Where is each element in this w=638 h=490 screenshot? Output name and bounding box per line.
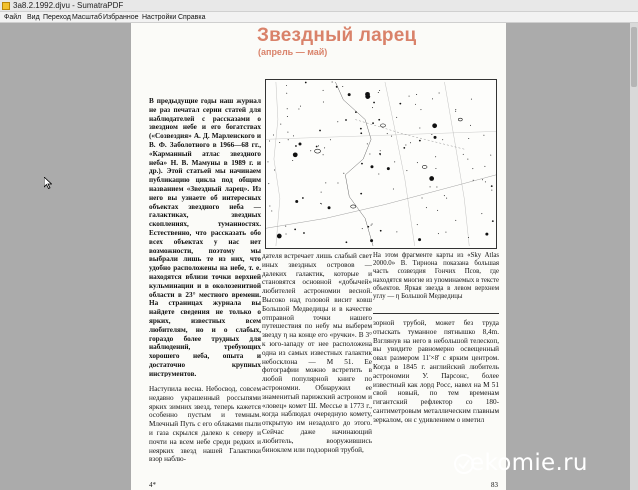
star-dot [287,116,288,117]
star-dot [299,142,302,145]
star-dot [269,206,270,207]
star-dot [467,159,468,160]
star-dot [426,207,427,208]
star-dot [269,140,270,141]
body-text-col1: Наступила весна. Небосвод, совсем недавно украшенный россыпями ярких зимних звезд, теперь кажется особенно пустым и темным. Млечный Путь с его облаками пыли и газа скрылся далеко к северу и почти на всем небе среди редких и неярких звезд нашей Галактики взор наблю- [149,385,261,464]
star-chart-graphic [266,80,496,248]
star-dot [405,145,406,146]
star-dot [321,192,322,193]
star-dot [320,203,321,204]
star-dot [277,234,282,239]
star-dot [303,232,305,234]
star-dot [294,229,296,231]
star-dot [318,145,319,146]
star-dot [371,225,372,226]
star-dot [288,139,289,140]
star-dot [396,231,397,232]
star-dot [463,154,464,155]
star-dot [393,189,394,190]
star-dot [434,136,437,139]
star-dot [345,119,347,121]
star-dot [348,93,351,96]
page-number-right: 83 [491,481,498,489]
star-dot [323,102,324,103]
star-dot [355,111,357,113]
star-dot [491,190,492,191]
star-dot [470,125,471,126]
star-dot [280,124,281,125]
star-dot [287,132,288,133]
star-dot [336,86,338,88]
map-caption: На этом фрагменте карты из «Sky Atlas 2000.0» В. Тирнона показана большая часть созвездия Гончих Псов, где находятся многие из упоминаемых в тексте объектов. Яркая звезда в левом верхнем углу — η Большой Медведицы [373,252,499,314]
menu-file[interactable]: Файл [4,14,22,21]
star-dot [379,90,380,91]
star-dot [380,150,381,151]
star-dot [316,146,318,148]
star-dot [273,135,274,136]
star-dot [292,160,293,161]
star-dot [323,154,324,155]
star-dot [337,121,338,122]
star-dot [430,186,431,187]
body-text-col3: зорной трубой, может без труда отыскать туманное пятнышко 8,4m. Взглянув на него в небольшой телескоп, вы увидите равномерно освещенный овал размером 11'×8' с ярким центром. Когда в 1845 г. английский любитель астрономии У. Парсонс, более известный как лорд Росс, навел на М 51 свой новый, по тем временам гигантский рефлектор со 180-сантиметровым металлическим главным зеркалом, он с удивлением о иметил [373,319,499,424]
star-dot [439,92,440,93]
star-dot [274,170,275,171]
star-dot [360,132,362,134]
star-dot [267,161,268,162]
star-dot [403,147,405,149]
star-dot [378,119,380,121]
star-dot [435,168,436,169]
star-dot [436,187,437,188]
star-dot [362,228,363,229]
star-dot [360,193,362,195]
star-dot [365,92,370,97]
star-dot [380,154,381,155]
star-dot [370,239,373,242]
star-dot [378,92,379,93]
star-dot [387,167,390,170]
star-dot [435,156,436,157]
star-dot [399,103,401,105]
menu-bar [0,12,638,23]
star-dot [361,163,363,165]
star-dot [482,179,483,180]
star-dot [286,85,287,86]
star-dot [286,233,287,234]
star-dot [455,220,456,221]
star-dot [302,197,304,199]
star-dot [337,182,338,183]
star-dot [491,185,493,187]
intro-paragraph: В предыдущие годы наш журнал не раз печатал серии статей для наблюдателей с рассказами о звездном небе и его богатствах («Созвездия» А. Д. Марленского и В. Ф. Заболотного в 1966—68 гг., «Карманный атлас звездного неба» Н. В. Мамуны в 1989 г. и др.). Этой статьей мы начинаем публикацию цикла под общим названием «Звездный ларец». Из него вы узнаете об интересных объектах звездного неба — галактиках, звездных скоплениях, туманностях. Естественно, что рассказать обо всех объектах у нас нет возможности, поэтому мы выбрали лишь те из них, что удобно расположены на небе, т. е. находятся вблизи точки верхней кульминации и в околозенитной области в 23° местного времени. На страницах журнала вы найдете сведения не только о ярких, известных всем любителям, но и о слабых, гораздо более трудных для наблюдений, требующих хорошего неба, опыта и достаточно крупных инструментов. [149,97,261,377]
star-dot [490,155,491,156]
star-dot [455,109,456,110]
star-dot [409,96,410,97]
star-dot [324,147,325,148]
star-dot [279,142,280,143]
menu-settings[interactable]: Настройки [142,14,177,21]
star-dot [367,226,369,228]
window-title: 3a8.2.1992.djvu - SumatraPDF [13,1,124,10]
star-dot [330,139,331,140]
star-dot [391,136,392,137]
star-dot [369,154,370,155]
scrollbar-thumb[interactable] [631,27,637,87]
star-dot [406,170,407,171]
document-page [131,23,506,490]
menu-favorites[interactable]: Избранное [103,14,139,21]
star-dot [293,135,294,136]
star-dot [471,99,472,100]
star-dot [298,108,299,109]
menu-zoom[interactable]: Масштаб [72,14,102,21]
star-dot [485,181,486,182]
star-dot [437,210,438,211]
vertical-scrollbar[interactable] [630,23,638,490]
star-dot [429,176,434,181]
star-dot [446,198,447,199]
star-dot [396,117,397,118]
menu-go[interactable]: Переход [43,14,71,21]
star-dot [387,133,388,134]
star-dot [432,98,433,99]
star-dot [342,86,343,87]
star-dot [444,195,445,196]
star-dot [415,104,416,105]
star-dot [438,233,439,234]
star-dot [373,102,375,104]
star-dot [484,166,485,167]
star-dot [418,238,421,241]
star-dot [323,90,324,91]
watermark-text: ekomie.ru [470,450,588,476]
star-dot [445,232,446,233]
star-dot [417,162,418,163]
menu-view[interactable]: Вид [27,14,40,21]
star-dot [372,122,374,124]
star-dot [481,213,482,214]
star-dot [394,161,395,162]
star-dot [372,107,373,108]
mouse-pointer-icon [44,177,52,189]
star-dot [442,139,443,140]
star-dot [410,142,411,143]
star-dot [321,203,322,204]
star-dot [346,241,348,243]
sumatra-app-icon [2,2,10,10]
star-dot [286,93,287,94]
star-dot [455,111,456,112]
star-dot [268,183,269,184]
star-dot [295,200,298,203]
star-dot [483,135,484,136]
star-dot [293,152,298,157]
star-dot [492,220,494,222]
star-dot [422,198,423,199]
star-dot [378,173,379,174]
star-dot [285,226,286,227]
star-dot [343,173,344,174]
star-dot [416,94,417,95]
star-dot [295,145,297,147]
star-dot [472,168,473,169]
window-titlebar [0,0,638,12]
star-dot [419,140,421,142]
star-dot [468,237,469,238]
star-dot [432,123,437,128]
star-dot [485,233,488,236]
body-text-col2: дателя встречает лишь слабый свет иных звездных островов — далеких галактик, которые и становятся основной «добычей» любителей астрономии весной. Высоко над головой висит ковш Большой Медведицы и в качестве отправной точки нашего путешествия по небу мы выберем звезду η на конце его «ручки». В 3° к юго-западу от нее расположена одна из самых известных галактик небосклона — М 51. Ее фотографии можно встретить в любой популярной книге по астрономии. Обнаружил ее знаменитый парижский астроном и «ловец» комет Ш. Мессье в 1773 г., когда наблюдал очередную комету, открытую им незадолго до этого. Сейчас даже начинающий любитель, вооружившись биноклем или подзорной трубой, [262,252,372,454]
star-dot [370,165,373,168]
star-dot [332,81,333,82]
menu-help[interactable]: Справка [178,14,206,21]
star-dot [372,223,373,224]
star-chart-image [265,79,497,249]
star-dot [380,230,382,232]
star-dot [305,82,307,84]
star-dot [287,108,288,109]
article-subheading: (апрель — май) [258,47,328,57]
star-dot [473,180,474,181]
star-dot [271,210,272,211]
article-heading: Звездный ларец [257,25,417,46]
star-dot [319,130,321,132]
page-number-left: 4* [149,481,156,489]
star-dot [417,224,418,225]
star-dot [360,128,362,130]
star-dot [325,182,326,183]
star-dot [310,150,311,151]
star-dot [420,109,421,110]
star-dot [300,106,301,107]
star-dot [419,128,420,129]
star-dot [468,138,469,139]
star-dot [367,143,368,144]
star-dot [431,134,432,135]
document-viewport[interactable] [0,23,638,490]
star-dot [328,206,331,209]
